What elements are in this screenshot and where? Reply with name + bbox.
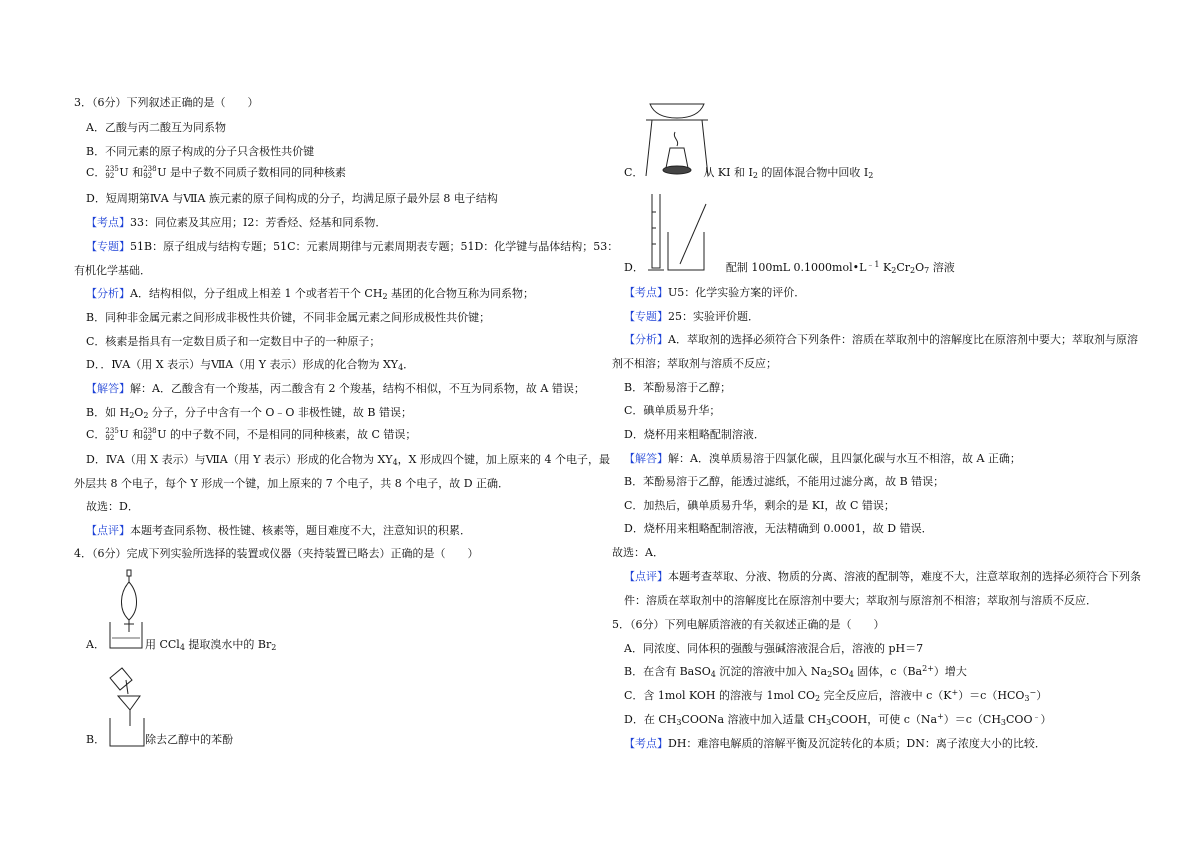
q3-option-d: D．短周期第ⅣA 与ⅦA 族元素的原子间构成的分子，均满足原子最外层 8 电子结构 — [86, 192, 498, 205]
q4-fenxi-d: D．烧杯用来粗略配制溶液． — [624, 428, 765, 441]
q3-answer: 故选：D． — [86, 500, 139, 513]
q4-zhuanti: 【专题】25：实验评价题． — [624, 310, 759, 323]
q5-kaodian: 【考点】DH：难溶电解质的溶解平衡及沉淀转化的本质；DN：离子浓度大小的比较． — [624, 737, 1046, 750]
q4-fenxi-a: 【分析】A．萃取剂的选择必须符合下列条件：溶质在萃取剂中的溶解度比在原溶剂中要大；萃取剂与原溶 — [624, 333, 1138, 346]
q5-stem: 5．（6分）下列电解质溶液的有关叙述正确的是（ ） — [612, 618, 885, 631]
q3-fenxi-d: D．．ⅣA（用 X 表示）与ⅦA（用 Y 表示）形成的化合物为 $XY_4$． — [86, 358, 415, 372]
q3-zhuanti: 【专题】51B：原子组成与结构专题；51C：元素周期律与元素周期表专题；51D：化学键与晶体结构；53： — [86, 240, 619, 253]
q4-option-a: A． 用 CCl$_4$ 提取溴水中的 $Br_2$ — [86, 638, 277, 652]
q3-kaodian: 【考点】33：同位素及其应用；I2：芳香烃、烃基和同系物． — [86, 216, 387, 229]
q4-jieda-b: B．苯酚易溶于乙醇，能透过滤纸，不能用过滤分离，故 B 错误； — [624, 475, 945, 488]
q4-option-c: C． 从 KI 和 $I_2$ 的固体混合物中回收 $I_2$ — [624, 166, 874, 180]
q3-fenxi-b: B．同种非金属元素之间形成非极性共价键，不同非金属元素之间形成极性共价键； — [86, 311, 491, 324]
q3-jieda-c: C． 235 92 U 和 238 92 U 的中子数不同，不是相同的同种核素，故 C 错误； — [86, 427, 417, 442]
q3-option-a: A．乙酸与丙二酸互为同系物 — [86, 121, 226, 134]
q3-option-b: B．不同元素的原子构成的分子只含极性共价键 — [86, 145, 315, 158]
q3-stem: 3．（6分）下列叙述正确的是（ ） — [74, 96, 259, 109]
q3-fenxi-c: C．核素是指具有一定数目质子和一定数目中子的一种原子； — [86, 335, 381, 348]
q4-jieda-c: C．加热后，碘单质易升华，剩余的是 KI，故 C 错误； — [624, 499, 895, 512]
q4-jieda-a: 【解答】解：A．溴单质易溶于四氯化碳，且四氯化碳与水互不相溶，故 A 正确； — [624, 452, 1021, 465]
q3-dianping: 【点评】本题考查同系物、极性键、核素等，题目难度不大，注意知识的积累． — [86, 524, 471, 537]
q4-stem: 4．（6分）完成下列实验所选择的装置或仪器（夹持装置已略去）正确的是（ ） — [74, 547, 479, 560]
isotope-235: 235 92 — [105, 165, 119, 180]
q4-dianping: 【点评】本题考查萃取、分液、物质的分离、溶液的配制等，难度不大，注意萃取剂的选择必须符合下列条 — [624, 570, 1141, 583]
isotope-238: 238 92 — [143, 165, 157, 180]
q5-option-b: B．在含有 BaSO$_4$ 沉淀的溶液中加入 $Na_2SO_4$ 固体，$c(Ba^{2+})$增大 — [624, 664, 967, 679]
q4-fenxi-c: C．碘单质易升华； — [624, 404, 721, 417]
q5-option-a: A．同浓度、同体积的强酸与强碱溶液混合后，溶液的 pH＝7 — [624, 642, 924, 655]
q3-jieda-a: 【解答】解：A．乙酸含有一个羧基，丙二酸含有 2 个羧基，结构不相似，不互为同系物，故 A 错误； — [86, 382, 585, 395]
q4-dianping-cont: 件：溶质在萃取剂中的溶解度比在原溶剂中要大；萃取剂与原溶剂不相溶；萃取剂与溶质不反应． — [624, 594, 1097, 607]
q4-fenxi-a-cont: 剂不相溶；萃取剂与溶质不反应； — [612, 357, 777, 370]
q4-fenxi-b: B．苯酚易溶于乙醇； — [624, 381, 732, 394]
q3-jieda-d-cont: 外层共 8 个电子，每个 Y 形成一个键，加上原来的 7 个电子，共 8 个电子，故 D 正确． — [74, 477, 510, 490]
q4-answer: 故选：A． — [612, 546, 664, 559]
q3-jieda-d: D．ⅣA（用 X 表示）与ⅦA（用 Y 表示）形成的化合物为 $XY_4$，X 形成四个键，加上原来的 4 个电子，最 — [86, 453, 610, 467]
q3-option-c: C． 235 92 U 和 238 92 U 是中子数不同质子数相同的同种核素 — [86, 165, 346, 180]
q4-jieda-d: D．烧杯用来粗略配制溶液，无法精确到 0.0001，故 D 错误． — [624, 522, 933, 535]
q4-option-b: B． 除去乙醇中的苯酚 — [86, 733, 234, 746]
q5-option-d: D．在 $CH_3COONa$ 溶液中加入适量 $CH_3COOH$，可使 $c(Na^+)=c(CH_3COO^﹣)$ — [624, 712, 1052, 727]
q4-option-d: D． 配制 100mL $0.1000mol•L^{﹣1}$ $K_2Cr_2O_7$ 溶液 — [624, 260, 955, 275]
q3-jieda-b: B．如 $H_2O_2$ 分子，分子中含有一个 O﹣O 非极性键，故 B 错误； — [86, 406, 413, 420]
q3-fenxi-a: 【分析】A．结构相似，分子组成上相差 1 个或者若干个 $CH_2$ 基团的化合物互称为同系物； — [86, 287, 535, 301]
q3-zhuanti-cont: 有机化学基础． — [74, 264, 151, 277]
q5-option-c: C．含 1mol KOH 的溶液与 1mol $CO_2$ 完全反应后，溶液中 $c(K^+)=c(HCO_3^-)$ — [624, 688, 1048, 703]
q4-kaodian: 【考点】U5：化学实验方案的评价． — [624, 286, 806, 299]
